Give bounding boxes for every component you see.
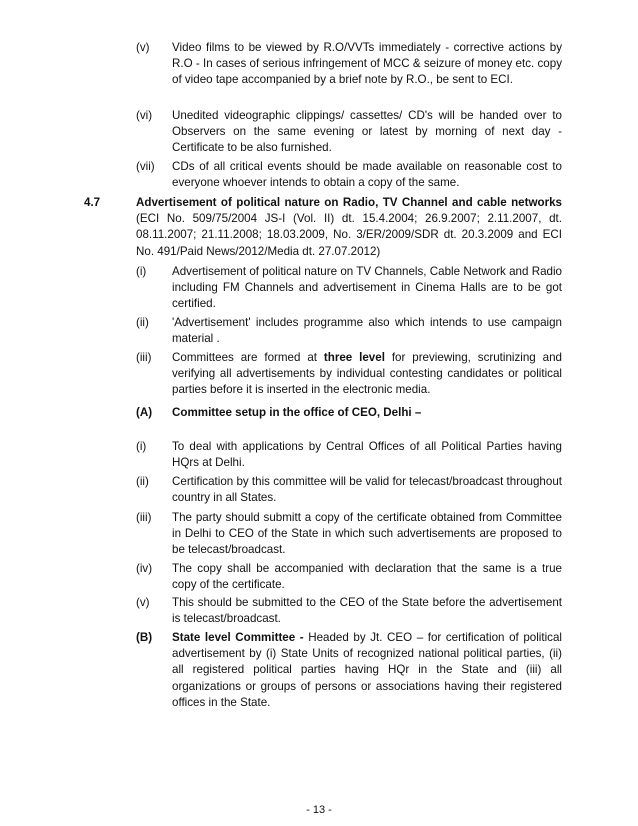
- list-item: [136, 474, 562, 506]
- item-text: To deal with applications by Central Offices of all Political Parties having HQrs at Delhi.: [172, 440, 562, 470]
- item-text-pre: Committees are formed at: [172, 351, 318, 364]
- subsection-body: Headed by Jt. CEO – for certification of political advertisement by (i) State Units of recognized national political parties, (ii) all registered political parties having HQr in the State and (iii) all organizations or groups of persons or associations having their registered offices in the State.: [172, 631, 562, 709]
- list-item: [136, 40, 562, 89]
- item-number: (ii): [136, 475, 149, 488]
- list-item: [136, 108, 562, 157]
- item-number: (vii): [136, 160, 155, 173]
- item-text-bold: three level: [323, 351, 385, 364]
- list-item: [136, 595, 562, 627]
- section-title: Advertisement of political nature on Radio, TV Channel and cable networks: [136, 196, 562, 209]
- item-number: (v): [136, 41, 150, 54]
- subsection-title: State level Committee -: [172, 631, 304, 644]
- item-text: 'Advertisement' includes programme also which intends to use campaign material .: [172, 316, 562, 346]
- item-number: (ii): [136, 316, 149, 329]
- list-item: [136, 510, 562, 559]
- item-number: (v): [136, 596, 150, 609]
- list-item: [136, 264, 562, 313]
- subsection-number: (B): [136, 631, 153, 644]
- item-text: Unedited videographic clippings/ cassettes/ CD's will be handed over to Observers on the same evening or latest by morning of next day - Certificate to be also furnished.: [172, 109, 562, 155]
- list-item: [136, 561, 562, 593]
- item-number: (iv): [136, 562, 153, 575]
- list-item: [136, 315, 562, 347]
- item-text: The party should submitt a copy of the certificate obtained from Committee in Delhi to CEO of the State in which such advertisements are proposed to be telecast/broadcast.: [172, 511, 562, 557]
- list-item: [136, 350, 562, 399]
- section-reference: (ECI No. 509/75/2004 JS-I (Vol. II) dt. 15.4.2004; 26.9.2007; 2.11.2007, dt. 08.11.2007; 21.11.2008; 18.03.2009, No. 3/ER/2009/SDR dt. 20.3.2009 and ECI No. 491/Paid News/2012/Media dt. 27.07.2012): [136, 212, 562, 258]
- page-number: - 13 -: [306, 804, 332, 816]
- item-text: Certification by this committee will be valid for telecast/broadcast throughout country in all States.: [172, 475, 562, 505]
- item-number: (vi): [136, 109, 153, 122]
- item-text: [172, 350, 562, 399]
- item-text: This should be submitted to the CEO of the State before the advertisement is telecast/broadcast.: [172, 596, 562, 626]
- item-number: (iii): [136, 511, 152, 524]
- subsection-heading: [136, 405, 562, 421]
- subsection-number: (A): [136, 406, 153, 419]
- subsection-title: Committee setup in the office of CEO, Delhi –: [172, 406, 422, 419]
- item-text: CDs of all critical events should be made available on reasonable cost to everyone whoever intends to obtain a copy of the same.: [172, 160, 562, 190]
- item-number: (iii): [136, 351, 152, 364]
- item-text: The copy shall be accompanied with declaration that the same is a true copy of the certificate.: [172, 562, 562, 592]
- item-text: Advertisement of political nature on TV Channels, Cable Network and Radio including FM Channels and advertisement in Cinema Halls are to be got certified.: [172, 265, 562, 311]
- section-heading: [136, 195, 562, 260]
- item-text-post: for previewing, scrutinizing and verifying all advertisements by individual contesting candidates or political parties before it is inserted in the electronic media.: [172, 351, 562, 397]
- subsection-block: [136, 630, 562, 711]
- section-number: 4.7: [84, 196, 101, 209]
- subsection-text: [172, 630, 562, 711]
- list-item: [136, 159, 562, 191]
- item-number: (i): [136, 265, 147, 278]
- item-text: Video films to be viewed by R.O/VVTs immediately - corrective actions by R.O - In cases of serious infringement of MCC & seizure of money etc. copy of video tape accompanied by a brief note by R.O., be sent to ECI.: [172, 41, 562, 87]
- item-number: (i): [136, 440, 147, 453]
- list-item: [136, 439, 562, 471]
